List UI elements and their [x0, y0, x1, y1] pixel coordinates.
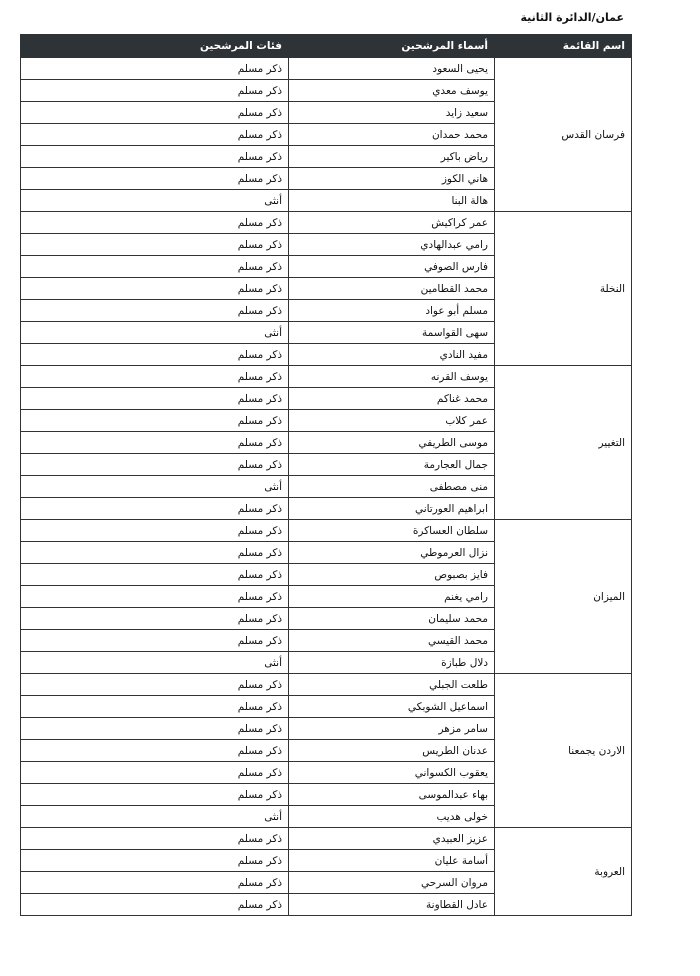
candidate-category-cell: أنثى	[21, 806, 289, 828]
candidate-category-cell: ذكر مسلم	[21, 300, 289, 322]
candidate-category-cell: ذكر مسلم	[21, 850, 289, 872]
table-row	[21, 520, 632, 542]
candidate-name-cell: سعيد زايد	[289, 102, 495, 124]
table-row	[21, 828, 632, 850]
candidate-category-cell: ذكر مسلم	[21, 234, 289, 256]
candidate-name-cell: سلطان العساكرة	[289, 520, 495, 542]
candidate-category-cell: ذكر مسلم	[21, 124, 289, 146]
candidate-category-cell: ذكر مسلم	[21, 344, 289, 366]
candidate-category-cell: أنثى	[21, 190, 289, 212]
candidate-name-cell: محمد حمدان	[289, 124, 495, 146]
table-row	[21, 212, 632, 234]
candidate-category-cell: ذكر مسلم	[21, 58, 289, 80]
list-name-cell: الاردن يجمعنا	[495, 674, 632, 828]
table-row	[21, 674, 632, 696]
candidate-name-cell: مسلم أبو عواد	[289, 300, 495, 322]
candidate-name-cell: بهاء عبدالموسى	[289, 784, 495, 806]
candidate-category-cell: أنثى	[21, 652, 289, 674]
list-name-cell: العروبة	[495, 828, 632, 916]
candidate-category-cell: ذكر مسلم	[21, 168, 289, 190]
candidate-category-cell: أنثى	[21, 476, 289, 498]
candidate-category-cell: ذكر مسلم	[21, 366, 289, 388]
candidate-name-cell: عمر كراكيش	[289, 212, 495, 234]
candidate-name-cell: سامر مزهر	[289, 718, 495, 740]
candidate-category-cell: ذكر مسلم	[21, 696, 289, 718]
candidate-name-cell: محمد غناكم	[289, 388, 495, 410]
candidate-category-cell: ذكر مسلم	[21, 564, 289, 586]
candidate-name-cell: يوسف معدي	[289, 80, 495, 102]
candidate-category-cell: ذكر مسلم	[21, 872, 289, 894]
candidate-category-cell: ذكر مسلم	[21, 630, 289, 652]
candidate-category-cell: ذكر مسلم	[21, 718, 289, 740]
candidate-category-cell: ذكر مسلم	[21, 278, 289, 300]
candidate-category-cell: ذكر مسلم	[21, 256, 289, 278]
candidate-category-cell: ذكر مسلم	[21, 388, 289, 410]
candidate-name-cell: فارس الصوفي	[289, 256, 495, 278]
header-candidate-category: فئات المرشحين	[21, 35, 289, 58]
candidate-name-cell: دلال طبازة	[289, 652, 495, 674]
candidate-name-cell: عزيز العبيدي	[289, 828, 495, 850]
candidate-category-cell: ذكر مسلم	[21, 454, 289, 476]
candidate-category-cell: ذكر مسلم	[21, 740, 289, 762]
candidate-category-cell: ذكر مسلم	[21, 828, 289, 850]
candidate-name-cell: منى مصطفى	[289, 476, 495, 498]
candidate-name-cell: خولى هديب	[289, 806, 495, 828]
candidate-name-cell: فايز بصبوص	[289, 564, 495, 586]
candidate-category-cell: ذكر مسلم	[21, 80, 289, 102]
table-row	[21, 58, 632, 80]
candidate-category-cell: ذكر مسلم	[21, 520, 289, 542]
candidate-category-cell: ذكر مسلم	[21, 762, 289, 784]
candidate-category-cell: ذكر مسلم	[21, 586, 289, 608]
candidate-name-cell: اسماعيل الشوبكي	[289, 696, 495, 718]
candidate-category-cell: ذكر مسلم	[21, 894, 289, 916]
candidate-name-cell: نزال العرموطي	[289, 542, 495, 564]
candidate-category-cell: ذكر مسلم	[21, 432, 289, 454]
candidate-name-cell: هاني الكوز	[289, 168, 495, 190]
list-name-cell: النخلة	[495, 212, 632, 366]
candidate-name-cell: يوسف القرنه	[289, 366, 495, 388]
candidate-category-cell: ذكر مسلم	[21, 102, 289, 124]
candidate-name-cell: رامي يغنم	[289, 586, 495, 608]
candidate-name-cell: سهى القواسمة	[289, 322, 495, 344]
candidate-name-cell: يحيى السعود	[289, 58, 495, 80]
candidate-category-cell: ذكر مسلم	[21, 410, 289, 432]
candidate-name-cell: يعقوب الكسواني	[289, 762, 495, 784]
header-list-name: اسم القائمة	[495, 35, 632, 58]
candidate-category-cell: ذكر مسلم	[21, 146, 289, 168]
candidate-category-cell: ذكر مسلم	[21, 674, 289, 696]
candidate-name-cell: طلعت الجبلي	[289, 674, 495, 696]
candidate-name-cell: هالة البنا	[289, 190, 495, 212]
candidate-name-cell: عادل القطاونة	[289, 894, 495, 916]
table-header-row	[21, 35, 632, 58]
table-row	[21, 366, 632, 388]
candidate-name-cell: أسامة عليان	[289, 850, 495, 872]
candidate-name-cell: مروان السرحي	[289, 872, 495, 894]
table-body	[21, 58, 632, 916]
candidates-table	[20, 34, 632, 916]
candidate-name-cell: محمد سليمان	[289, 608, 495, 630]
candidate-name-cell: رياض باكير	[289, 146, 495, 168]
candidate-name-cell: عمر كلاب	[289, 410, 495, 432]
header-candidate-name: أسماء المرشحين	[289, 35, 495, 58]
candidate-name-cell: رامي عبدالهادي	[289, 234, 495, 256]
candidate-name-cell: عدنان الطريس	[289, 740, 495, 762]
candidate-category-cell: أنثى	[21, 322, 289, 344]
candidate-name-cell: جمال العجارمة	[289, 454, 495, 476]
candidate-name-cell: ابراهيم العورتاني	[289, 498, 495, 520]
candidate-name-cell: محمد القطامين	[289, 278, 495, 300]
candidate-category-cell: ذكر مسلم	[21, 212, 289, 234]
list-name-cell: الميزان	[495, 520, 632, 674]
candidate-name-cell: موسى الطريفي	[289, 432, 495, 454]
candidate-category-cell: ذكر مسلم	[21, 542, 289, 564]
list-name-cell: التغيير	[495, 366, 632, 520]
candidate-name-cell: مفيد النادي	[289, 344, 495, 366]
list-name-cell: فرسان القدس	[495, 58, 632, 212]
candidate-category-cell: ذكر مسلم	[21, 608, 289, 630]
candidate-category-cell: ذكر مسلم	[21, 784, 289, 806]
candidate-name-cell: محمد القيسي	[289, 630, 495, 652]
page-title: عمان/الدائرة الثانية	[520, 11, 624, 24]
candidate-category-cell: ذكر مسلم	[21, 498, 289, 520]
